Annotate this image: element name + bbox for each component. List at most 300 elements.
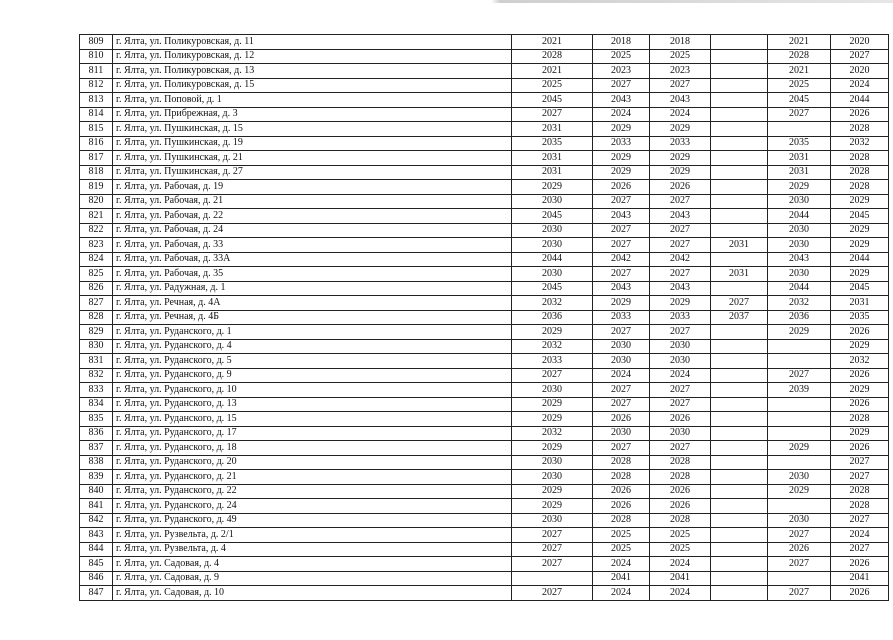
row-number-cell: 837 xyxy=(80,441,113,456)
year-cell-6: 2026 xyxy=(831,397,889,412)
year-cell-6: 2028 xyxy=(831,499,889,514)
row-number-cell: 841 xyxy=(80,499,113,514)
year-cell-6: 2027 xyxy=(831,542,889,557)
row-number-cell: 818 xyxy=(80,165,113,180)
row-number-cell: 828 xyxy=(80,310,113,325)
address-cell: г. Ялта, ул. Руданского, д. 5 xyxy=(113,354,512,369)
row-number-cell: 839 xyxy=(80,470,113,485)
row-number-cell: 817 xyxy=(80,151,113,166)
year-cell-2: 2030 xyxy=(593,339,650,354)
year-cell-6: 2029 xyxy=(831,383,889,398)
year-cell-6: 2029 xyxy=(831,238,889,253)
year-cell-4 xyxy=(711,151,768,166)
row-number-cell: 823 xyxy=(80,238,113,253)
year-cell-5: 2025 xyxy=(768,78,831,93)
year-cell-4 xyxy=(711,470,768,485)
table-row xyxy=(80,35,889,50)
row-number-cell: 812 xyxy=(80,78,113,93)
year-cell-3: 2027 xyxy=(650,441,711,456)
year-cell-6: 2044 xyxy=(831,252,889,267)
year-cell-5: 2044 xyxy=(768,281,831,296)
table-row xyxy=(80,528,889,543)
year-cell-2: 2043 xyxy=(593,209,650,224)
year-cell-3: 2024 xyxy=(650,107,711,122)
year-cell-1: 2028 xyxy=(512,49,593,64)
year-cell-2: 2026 xyxy=(593,180,650,195)
year-cell-2: 2029 xyxy=(593,165,650,180)
year-cell-3: 2029 xyxy=(650,151,711,166)
row-number-cell: 820 xyxy=(80,194,113,209)
year-cell-4 xyxy=(711,571,768,586)
year-cell-4: 2031 xyxy=(711,238,768,253)
year-cell-6: 2029 xyxy=(831,194,889,209)
year-cell-3: 2027 xyxy=(650,223,711,238)
row-number-cell: 821 xyxy=(80,209,113,224)
year-cell-5: 2029 xyxy=(768,325,831,340)
year-cell-1: 2030 xyxy=(512,470,593,485)
year-cell-6: 2028 xyxy=(831,484,889,499)
year-cell-2: 2029 xyxy=(593,122,650,137)
year-cell-5: 2027 xyxy=(768,107,831,122)
year-cell-4 xyxy=(711,354,768,369)
year-cell-4 xyxy=(711,252,768,267)
year-cell-2: 2027 xyxy=(593,441,650,456)
year-cell-1: 2033 xyxy=(512,354,593,369)
year-cell-3: 2027 xyxy=(650,238,711,253)
year-cell-3: 2029 xyxy=(650,122,711,137)
year-cell-3: 2027 xyxy=(650,78,711,93)
year-cell-1: 2027 xyxy=(512,528,593,543)
year-cell-4 xyxy=(711,35,768,50)
year-cell-6: 2026 xyxy=(831,368,889,383)
year-cell-5 xyxy=(768,354,831,369)
year-cell-5: 2028 xyxy=(768,49,831,64)
year-cell-5: 2039 xyxy=(768,383,831,398)
address-cell: г. Ялта, ул. Рабочая, д. 19 xyxy=(113,180,512,195)
year-cell-6: 2029 xyxy=(831,223,889,238)
year-cell-6: 2028 xyxy=(831,165,889,180)
table-row xyxy=(80,151,889,166)
year-cell-5: 2030 xyxy=(768,267,831,282)
address-cell: г. Ялта, ул. Рабочая, д. 35 xyxy=(113,267,512,282)
year-cell-5 xyxy=(768,397,831,412)
table-row xyxy=(80,412,889,427)
year-cell-4 xyxy=(711,441,768,456)
year-cell-3: 2028 xyxy=(650,455,711,470)
row-number-cell: 831 xyxy=(80,354,113,369)
table-row xyxy=(80,397,889,412)
year-cell-3: 2030 xyxy=(650,426,711,441)
year-cell-5: 2035 xyxy=(768,136,831,151)
year-cell-1: 2031 xyxy=(512,122,593,137)
year-cell-6: 2026 xyxy=(831,586,889,601)
year-cell-3: 2027 xyxy=(650,194,711,209)
year-cell-2: 2025 xyxy=(593,528,650,543)
year-cell-5: 2030 xyxy=(768,194,831,209)
year-cell-5: 2032 xyxy=(768,296,831,311)
row-number-cell: 830 xyxy=(80,339,113,354)
year-cell-5: 2029 xyxy=(768,441,831,456)
year-cell-5 xyxy=(768,339,831,354)
row-number-cell: 814 xyxy=(80,107,113,122)
year-cell-1: 2021 xyxy=(512,35,593,50)
row-number-cell: 813 xyxy=(80,93,113,108)
year-cell-3: 2043 xyxy=(650,209,711,224)
address-cell: г. Ялта, ул. Руданского, д. 21 xyxy=(113,470,512,485)
table-row xyxy=(80,194,889,209)
year-cell-4 xyxy=(711,513,768,528)
year-cell-6: 2041 xyxy=(831,571,889,586)
year-cell-2: 2027 xyxy=(593,325,650,340)
year-cell-1: 2030 xyxy=(512,238,593,253)
year-cell-6: 2027 xyxy=(831,513,889,528)
year-cell-1: 2030 xyxy=(512,513,593,528)
year-cell-2: 2028 xyxy=(593,455,650,470)
year-cell-3: 2026 xyxy=(650,180,711,195)
year-cell-2: 2043 xyxy=(593,281,650,296)
year-cell-4 xyxy=(711,339,768,354)
year-cell-3: 2028 xyxy=(650,513,711,528)
register-body xyxy=(80,35,889,601)
address-cell: г. Ялта, ул. Рабочая, д. 24 xyxy=(113,223,512,238)
year-cell-5: 2030 xyxy=(768,470,831,485)
year-cell-1: 2030 xyxy=(512,267,593,282)
year-cell-4 xyxy=(711,499,768,514)
year-cell-1: 2021 xyxy=(512,64,593,79)
year-cell-6: 2026 xyxy=(831,325,889,340)
year-cell-1: 2029 xyxy=(512,441,593,456)
year-cell-6: 2032 xyxy=(831,136,889,151)
year-cell-4: 2037 xyxy=(711,310,768,325)
address-cell: г. Ялта, ул. Садовая, д. 4 xyxy=(113,557,512,572)
table-row xyxy=(80,557,889,572)
year-cell-6: 2045 xyxy=(831,281,889,296)
row-number-cell: 844 xyxy=(80,542,113,557)
year-cell-4 xyxy=(711,209,768,224)
row-number-cell: 811 xyxy=(80,64,113,79)
year-cell-4 xyxy=(711,383,768,398)
address-cell: г. Ялта, ул. Поликуровская, д. 11 xyxy=(113,35,512,50)
year-cell-1: 2027 xyxy=(512,542,593,557)
table-row xyxy=(80,383,889,398)
year-cell-3: 2025 xyxy=(650,528,711,543)
year-cell-6: 2028 xyxy=(831,122,889,137)
table-row xyxy=(80,513,889,528)
year-cell-5: 2036 xyxy=(768,310,831,325)
year-cell-6: 2027 xyxy=(831,49,889,64)
year-cell-1: 2032 xyxy=(512,426,593,441)
year-cell-2: 2030 xyxy=(593,426,650,441)
table-row xyxy=(80,223,889,238)
year-cell-2: 2026 xyxy=(593,499,650,514)
address-cell: г. Ялта, ул. Пушкинская, д. 19 xyxy=(113,136,512,151)
address-cell: г. Ялта, ул. Руданского, д. 18 xyxy=(113,441,512,456)
address-cell: г. Ялта, ул. Рабочая, д. 33 xyxy=(113,238,512,253)
year-cell-4 xyxy=(711,78,768,93)
address-cell: г. Ялта, ул. Рабочая, д. 22 xyxy=(113,209,512,224)
table-row xyxy=(80,209,889,224)
row-number-cell: 833 xyxy=(80,383,113,398)
year-cell-1 xyxy=(512,571,593,586)
table-row xyxy=(80,180,889,195)
year-cell-5: 2027 xyxy=(768,528,831,543)
year-cell-5: 2029 xyxy=(768,180,831,195)
address-cell: г. Ялта, ул. Прибрежная, д. 3 xyxy=(113,107,512,122)
year-cell-5: 2031 xyxy=(768,151,831,166)
address-cell: г. Ялта, ул. Руданского, д. 9 xyxy=(113,368,512,383)
year-cell-4 xyxy=(711,426,768,441)
row-number-cell: 815 xyxy=(80,122,113,137)
year-cell-6: 2032 xyxy=(831,354,889,369)
address-cell: г. Ялта, ул. Руданского, д. 1 xyxy=(113,325,512,340)
table-row xyxy=(80,339,889,354)
year-cell-6: 2029 xyxy=(831,267,889,282)
year-cell-1: 2035 xyxy=(512,136,593,151)
row-number-cell: 826 xyxy=(80,281,113,296)
year-cell-5 xyxy=(768,499,831,514)
year-cell-5 xyxy=(768,412,831,427)
year-cell-3: 2026 xyxy=(650,499,711,514)
year-cell-3: 2024 xyxy=(650,557,711,572)
year-cell-1: 2029 xyxy=(512,412,593,427)
row-number-cell: 809 xyxy=(80,35,113,50)
table-row xyxy=(80,571,889,586)
year-cell-4 xyxy=(711,180,768,195)
year-cell-1: 2027 xyxy=(512,586,593,601)
year-cell-1: 2027 xyxy=(512,107,593,122)
year-cell-6: 2029 xyxy=(831,339,889,354)
year-cell-4 xyxy=(711,368,768,383)
year-cell-3: 2041 xyxy=(650,571,711,586)
table-row xyxy=(80,122,889,137)
year-cell-3: 2025 xyxy=(650,542,711,557)
year-cell-5: 2031 xyxy=(768,165,831,180)
year-cell-1: 2027 xyxy=(512,368,593,383)
table-row xyxy=(80,586,889,601)
row-number-cell: 827 xyxy=(80,296,113,311)
table-row xyxy=(80,499,889,514)
year-cell-5: 2021 xyxy=(768,35,831,50)
year-cell-5: 2029 xyxy=(768,484,831,499)
year-cell-4 xyxy=(711,165,768,180)
year-cell-1: 2029 xyxy=(512,325,593,340)
row-number-cell: 843 xyxy=(80,528,113,543)
address-cell: г. Ялта, ул. Садовая, д. 10 xyxy=(113,586,512,601)
year-cell-1: 2036 xyxy=(512,310,593,325)
year-cell-3: 2027 xyxy=(650,325,711,340)
year-cell-6: 2020 xyxy=(831,35,889,50)
year-cell-2: 2028 xyxy=(593,470,650,485)
year-cell-1: 2030 xyxy=(512,455,593,470)
year-cell-3: 2030 xyxy=(650,339,711,354)
row-number-cell: 816 xyxy=(80,136,113,151)
year-cell-2: 2027 xyxy=(593,397,650,412)
year-cell-2: 2027 xyxy=(593,194,650,209)
year-cell-6: 2035 xyxy=(831,310,889,325)
year-cell-3: 2033 xyxy=(650,310,711,325)
year-cell-3: 2043 xyxy=(650,281,711,296)
address-cell: г. Ялта, ул. Рузвельта, д. 2/1 xyxy=(113,528,512,543)
address-cell: г. Ялта, ул. Рабочая, д. 21 xyxy=(113,194,512,209)
year-cell-2: 2033 xyxy=(593,310,650,325)
address-cell: г. Ялта, ул. Руданского, д. 24 xyxy=(113,499,512,514)
year-cell-3: 2024 xyxy=(650,368,711,383)
year-cell-6: 2031 xyxy=(831,296,889,311)
year-cell-3: 2028 xyxy=(650,470,711,485)
address-cell: г. Ялта, ул. Пушкинская, д. 21 xyxy=(113,151,512,166)
year-cell-3: 2026 xyxy=(650,484,711,499)
year-cell-1: 2045 xyxy=(512,209,593,224)
year-cell-6: 2028 xyxy=(831,180,889,195)
table-row xyxy=(80,325,889,340)
table-row xyxy=(80,107,889,122)
row-number-cell: 822 xyxy=(80,223,113,238)
table-row xyxy=(80,310,889,325)
year-cell-3: 2030 xyxy=(650,354,711,369)
year-cell-2: 2023 xyxy=(593,64,650,79)
year-cell-3: 2042 xyxy=(650,252,711,267)
year-cell-1: 2029 xyxy=(512,499,593,514)
table-row xyxy=(80,252,889,267)
address-cell: г. Ялта, ул. Рабочая, д. 33А xyxy=(113,252,512,267)
year-cell-6: 2045 xyxy=(831,209,889,224)
year-cell-2: 2041 xyxy=(593,571,650,586)
year-cell-1: 2044 xyxy=(512,252,593,267)
address-cell: г. Ялта, ул. Руданского, д. 22 xyxy=(113,484,512,499)
year-cell-3: 2029 xyxy=(650,165,711,180)
row-number-cell: 834 xyxy=(80,397,113,412)
year-cell-5 xyxy=(768,455,831,470)
table-row xyxy=(80,484,889,499)
year-cell-2: 2024 xyxy=(593,586,650,601)
year-cell-1: 2029 xyxy=(512,180,593,195)
year-cell-2: 2024 xyxy=(593,368,650,383)
table-row xyxy=(80,470,889,485)
address-cell: г. Ялта, ул. Руданского, д. 10 xyxy=(113,383,512,398)
table-row xyxy=(80,49,889,64)
table-row xyxy=(80,64,889,79)
year-cell-5: 2027 xyxy=(768,557,831,572)
table-row xyxy=(80,368,889,383)
year-cell-3: 2027 xyxy=(650,267,711,282)
year-cell-2: 2029 xyxy=(593,296,650,311)
row-number-cell: 824 xyxy=(80,252,113,267)
year-cell-5: 2043 xyxy=(768,252,831,267)
year-cell-3: 2027 xyxy=(650,397,711,412)
year-cell-4 xyxy=(711,325,768,340)
year-cell-2: 2027 xyxy=(593,78,650,93)
row-number-cell: 840 xyxy=(80,484,113,499)
year-cell-2: 2042 xyxy=(593,252,650,267)
address-cell: г. Ялта, ул. Руданского, д. 4 xyxy=(113,339,512,354)
year-cell-2: 2018 xyxy=(593,35,650,50)
table-row xyxy=(80,426,889,441)
year-cell-6: 2027 xyxy=(831,455,889,470)
row-number-cell: 847 xyxy=(80,586,113,601)
address-cell: г. Ялта, ул. Пушкинская, д. 27 xyxy=(113,165,512,180)
table-row xyxy=(80,93,889,108)
row-number-cell: 832 xyxy=(80,368,113,383)
year-cell-5: 2030 xyxy=(768,238,831,253)
year-cell-2: 2027 xyxy=(593,238,650,253)
year-cell-4 xyxy=(711,484,768,499)
year-cell-4 xyxy=(711,412,768,427)
year-cell-3: 2023 xyxy=(650,64,711,79)
year-cell-2: 2026 xyxy=(593,412,650,427)
year-cell-2: 2024 xyxy=(593,107,650,122)
row-number-cell: 842 xyxy=(80,513,113,528)
year-cell-1: 2029 xyxy=(512,397,593,412)
table-row xyxy=(80,441,889,456)
year-cell-1: 2025 xyxy=(512,78,593,93)
table-row xyxy=(80,267,889,282)
year-cell-6: 2044 xyxy=(831,93,889,108)
year-cell-4 xyxy=(711,542,768,557)
year-cell-2: 2027 xyxy=(593,383,650,398)
year-cell-3: 2029 xyxy=(650,296,711,311)
year-cell-3: 2018 xyxy=(650,35,711,50)
year-cell-4 xyxy=(711,49,768,64)
address-cell: г. Ялта, ул. Поликуровская, д. 15 xyxy=(113,78,512,93)
year-cell-1: 2045 xyxy=(512,93,593,108)
year-cell-4 xyxy=(711,194,768,209)
year-cell-3: 2025 xyxy=(650,49,711,64)
year-cell-6: 2026 xyxy=(831,107,889,122)
year-cell-6: 2024 xyxy=(831,78,889,93)
table-row xyxy=(80,281,889,296)
year-cell-4: 2027 xyxy=(711,296,768,311)
year-cell-5 xyxy=(768,122,831,137)
year-cell-4 xyxy=(711,136,768,151)
address-cell: г. Ялта, ул. Радужная, д. 1 xyxy=(113,281,512,296)
year-cell-4 xyxy=(711,64,768,79)
year-cell-3: 2027 xyxy=(650,383,711,398)
year-cell-1: 2030 xyxy=(512,194,593,209)
year-cell-6: 2020 xyxy=(831,64,889,79)
year-cell-5: 2026 xyxy=(768,542,831,557)
table-row xyxy=(80,136,889,151)
year-cell-2: 2025 xyxy=(593,542,650,557)
year-cell-3: 2024 xyxy=(650,586,711,601)
year-cell-6: 2024 xyxy=(831,528,889,543)
year-cell-2: 2043 xyxy=(593,93,650,108)
address-cell: г. Ялта, ул. Речная, д. 4Б xyxy=(113,310,512,325)
year-cell-5: 2030 xyxy=(768,223,831,238)
year-cell-4 xyxy=(711,122,768,137)
address-cell: г. Ялта, ул. Рузвельта, д. 4 xyxy=(113,542,512,557)
row-number-cell: 819 xyxy=(80,180,113,195)
year-cell-1: 2045 xyxy=(512,281,593,296)
year-cell-5 xyxy=(768,571,831,586)
year-cell-2: 2027 xyxy=(593,267,650,282)
year-cell-2: 2025 xyxy=(593,49,650,64)
year-cell-1: 2032 xyxy=(512,339,593,354)
year-cell-1: 2030 xyxy=(512,383,593,398)
year-cell-4 xyxy=(711,397,768,412)
year-cell-2: 2030 xyxy=(593,354,650,369)
table-row xyxy=(80,296,889,311)
year-cell-2: 2027 xyxy=(593,223,650,238)
year-cell-3: 2026 xyxy=(650,412,711,427)
row-number-cell: 835 xyxy=(80,412,113,427)
address-cell: г. Ялта, ул. Поликуровская, д. 12 xyxy=(113,49,512,64)
row-number-cell: 846 xyxy=(80,571,113,586)
year-cell-5: 2021 xyxy=(768,64,831,79)
year-cell-3: 2043 xyxy=(650,93,711,108)
year-cell-5: 2044 xyxy=(768,209,831,224)
year-cell-2: 2024 xyxy=(593,557,650,572)
year-cell-4 xyxy=(711,557,768,572)
